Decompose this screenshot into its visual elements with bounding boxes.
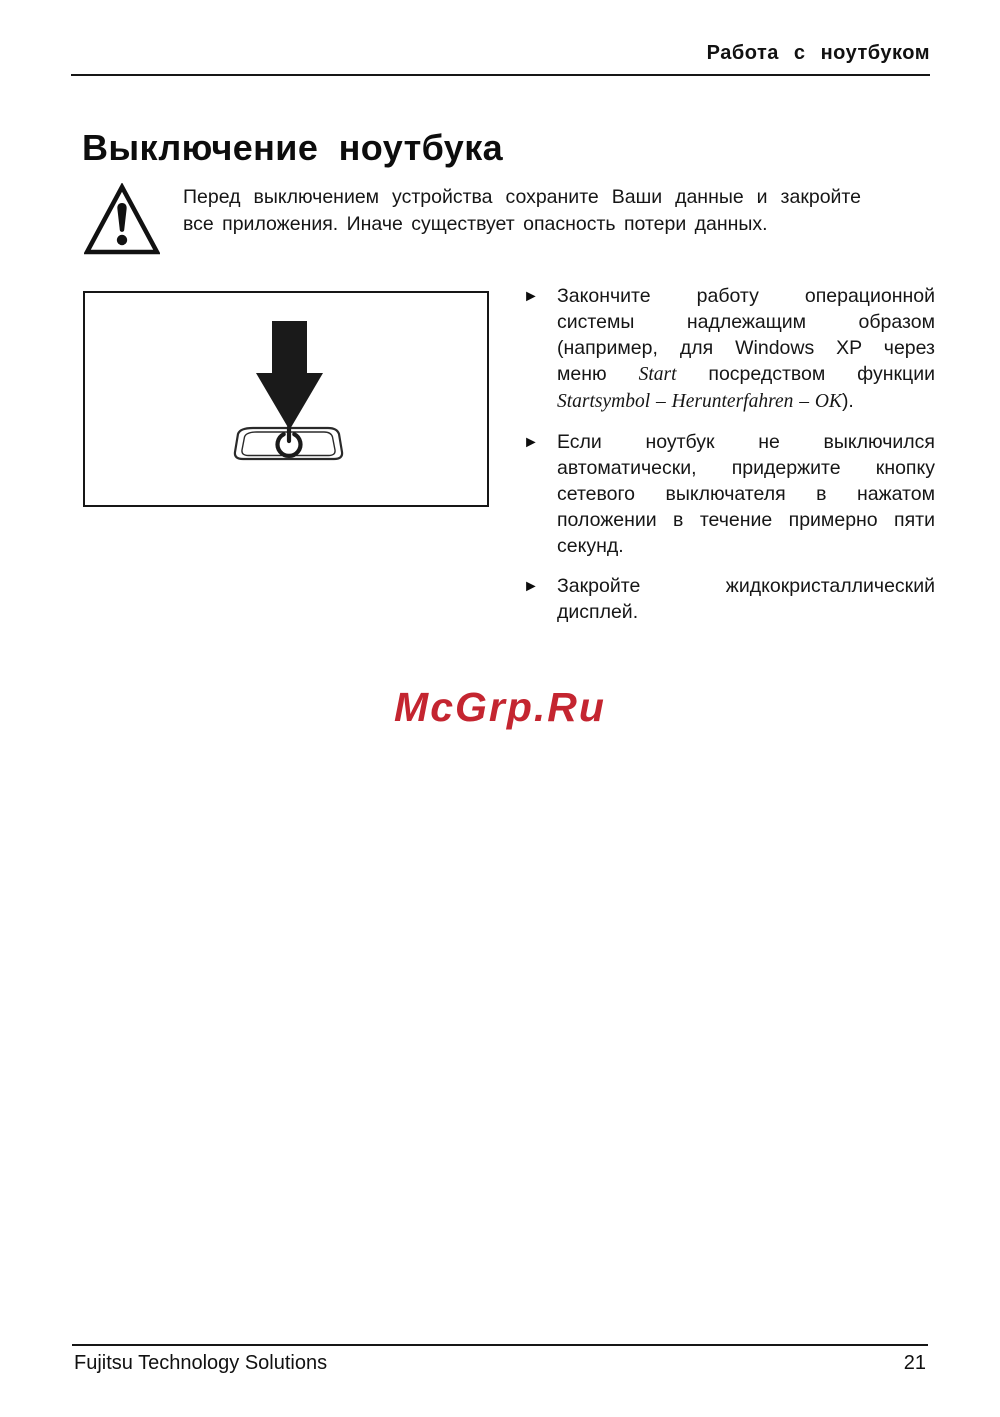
power-button-illustration [85,293,487,505]
footer-page-number: 21 [903,1352,926,1374]
page-title: Выключение ноутбука [82,127,504,168]
footer-company: Fujitsu Technology Solutions [74,1352,328,1374]
running-header: Работа с ноутбуком [706,42,930,64]
bullet-arrow-icon: ► [523,434,539,451]
bullet-arrow-icon: ► [523,288,539,305]
arrow-head [256,373,323,430]
watermark-text: McGrp.Ru [394,684,606,730]
step-item [523,429,935,559]
step-text: Закройте жидкокристаллический дисплей. [557,575,935,623]
power-button-figure [83,291,489,507]
bullet-arrow-icon: ► [523,578,539,595]
header-rule [71,74,930,76]
step-text: Закончите работу операционной системы надлежащим образом (например, для Windows XP через меню Start посредством функции Startsymbol – Herunterfahren – OK). [557,285,935,412]
warning-triangle-icon [84,183,160,262]
arrow-stem [272,321,307,377]
steps-list [523,283,935,639]
warning-text: Перед выключением устройства сохраните Ваши данные и закройте все приложения. Иначе существует опасность потери данных. [183,186,861,235]
footer-rule [72,1344,928,1346]
step-text: Если ноутбук не выключился автоматически, придержите кнопку сетевого выключателя в нажатом положении в течение примерно пяти секунд. [557,431,935,557]
step-item [523,573,935,625]
step-item [523,283,935,415]
